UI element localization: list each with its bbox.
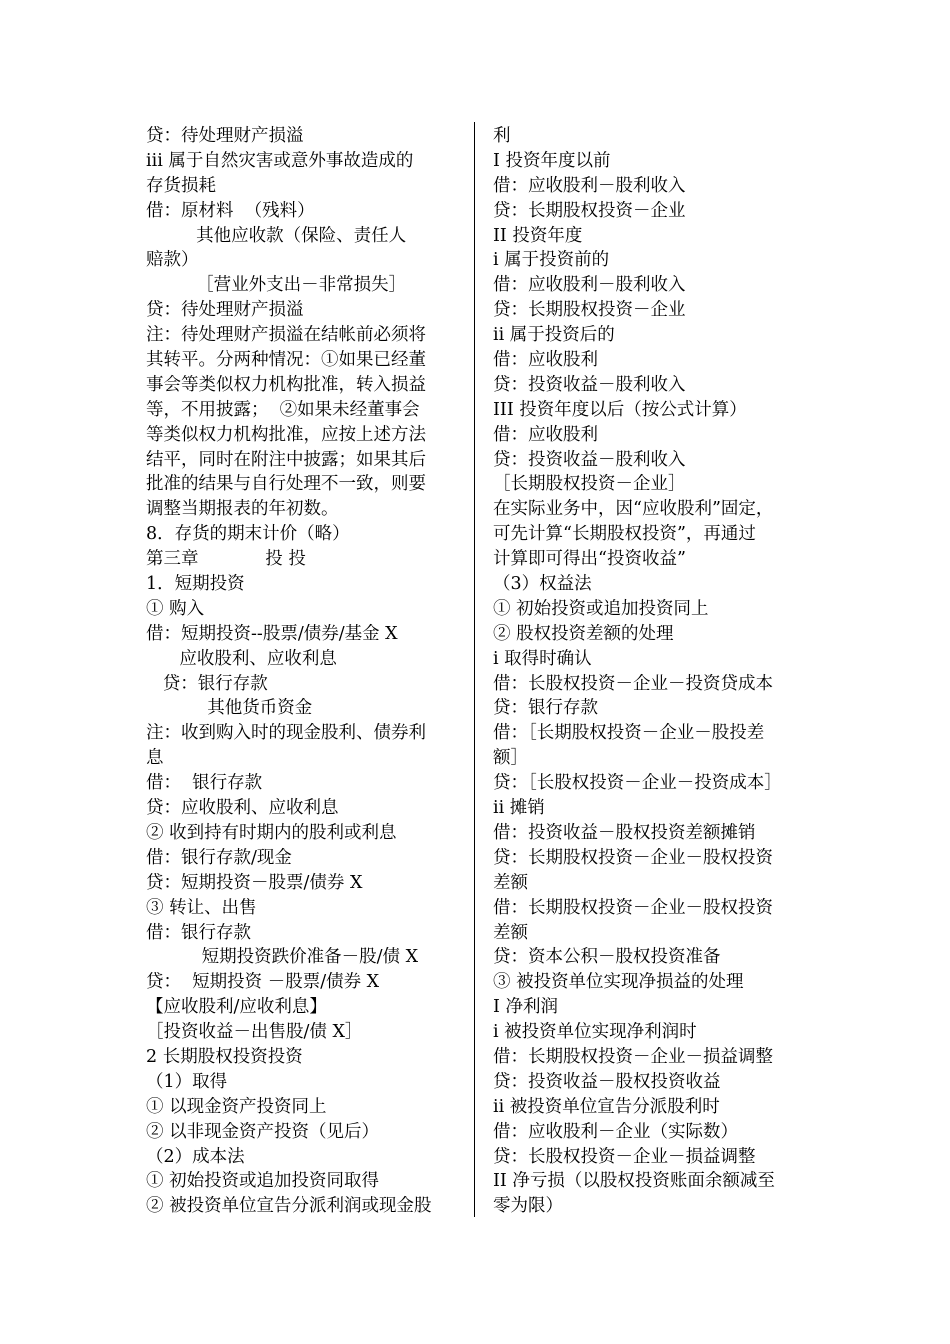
text-line: 借：［长期股权投资－企业－股投差: [493, 723, 765, 744]
text-line: ② 收到持有时期内的股利或利息: [146, 822, 397, 843]
text-line: ① 初始投资或追加投资同上: [493, 598, 709, 619]
text-line: 等，不用披露； ②如果未经董事会: [146, 399, 420, 420]
text-line: 等类似权力机构批准，应按上述方法: [146, 424, 426, 445]
text-line: III 投资年度以后（按公式计算）: [493, 399, 747, 420]
text-line: 短期投资跌价准备－股/债 X: [146, 947, 419, 968]
text-line: ① 初始投资或追加投资同取得: [146, 1171, 380, 1192]
text-line: （3）权益法: [493, 574, 592, 595]
text-line: 差额: [493, 922, 528, 943]
text-line: 借：应收股利: [493, 350, 598, 371]
text-line: 贷：长期股权投资－企业: [493, 200, 686, 221]
text-line: 其转平。分两种情况：①如果已经董: [146, 350, 426, 371]
text-line: ii 摊销: [493, 798, 545, 819]
text-line: i 取得时确认: [493, 648, 592, 669]
text-line: ② 以非现金资产投资（见后）: [146, 1121, 380, 1142]
text-line: 借：短期投资--股票/债券/基金 X: [146, 623, 398, 644]
text-line: 其他应收款（保险、责任人: [146, 225, 407, 246]
text-line: 其他货币资金: [146, 698, 313, 719]
text-line: 贷：长期股权投资－企业: [493, 300, 686, 321]
text-line: ② 被投资单位宣告分派利润或现金股: [146, 1196, 432, 1217]
text-line: 借：长期股权投资－企业－股权投资: [493, 897, 773, 918]
text-line: ［投资收益－出售股/债 X］: [146, 1022, 363, 1043]
text-line: 1．短期投资: [146, 574, 245, 595]
text-line: 应收股利、应收利息: [146, 648, 337, 669]
text-line: 借：应收股利－股利收入: [493, 175, 686, 196]
text-line: 贷：投资收益－股权投资收益: [493, 1071, 721, 1092]
text-line: 借：银行存款/现金: [146, 847, 292, 868]
text-line: 贷：待处理财产损溢: [146, 126, 304, 146]
text-line: 批准的结果与自行处理不一致，则要: [146, 474, 426, 495]
text-line: 事会等类似权力机构批准，转入损益: [146, 374, 426, 395]
text-line: 【应收股利/应收利息】: [146, 997, 327, 1018]
text-line: 借：应收股利: [493, 424, 598, 445]
text-line: 借： 银行存款: [146, 773, 263, 794]
text-line: 息: [146, 748, 164, 769]
text-line: iii 属于自然灾害或意外事故造成的: [146, 150, 414, 171]
text-line: ① 以现金资产投资同上: [146, 1096, 327, 1117]
text-line: ③ 被投资单位实现净损益的处理: [493, 972, 744, 993]
text-line: 可先计算“长期股权投资”，再通过: [493, 524, 756, 545]
text-line: 计算即可得出“投资收益”: [493, 549, 686, 570]
text-line: 调整当期报表的年初数。: [146, 499, 339, 520]
right-text-column: [493, 124, 813, 1219]
text-line: 贷： 短期投资 －股票/债券 X: [146, 972, 380, 993]
text-line: i 属于投资前的: [493, 250, 610, 271]
text-line: 2 长期股权投资投资: [146, 1046, 303, 1067]
text-line: （1）取得: [146, 1071, 228, 1092]
text-line: 注：待处理财产损溢在结帐前必须将: [146, 325, 426, 346]
text-line: 贷：银行存款: [146, 673, 268, 694]
text-line: 贷：资本公积－股权投资准备: [493, 947, 721, 968]
text-line: 存货损耗: [146, 175, 216, 196]
text-line: II 净亏损（以股权投资账面余额减至: [493, 1171, 775, 1192]
text-line: 赔款）: [146, 250, 199, 271]
text-line: 贷：长期股权投资－企业－股权投资: [493, 847, 773, 868]
left-text-column: [146, 124, 458, 1219]
text-line: ［营业外支出－非常损失］: [146, 275, 407, 296]
text-line: 贷：应收股利、应收利息: [146, 798, 339, 819]
text-line: 贷：［长股权投资－企业－投资成本］: [493, 773, 782, 794]
text-line: 额］: [493, 748, 528, 769]
text-line: ［长期股权投资－企业］: [493, 474, 686, 495]
text-line: 借：应收股利－企业（实际数）: [493, 1121, 738, 1142]
text-line: 零为限）: [493, 1196, 563, 1217]
text-line: 贷：银行存款: [493, 698, 598, 719]
text-line: 结平，同时在附注中披露；如果其后: [146, 449, 426, 470]
text-line: ii 被投资单位宣告分派股利时: [493, 1096, 720, 1117]
text-line: 利: [493, 126, 511, 146]
text-line: I 投资年度以前: [493, 150, 611, 171]
text-line: ② 股权投资差额的处理: [493, 623, 674, 644]
text-line: 借：长股权投资－企业－投资贷成本: [493, 673, 773, 694]
text-line: 借：银行存款: [146, 922, 251, 943]
text-line: 贷：投资收益－股利收入: [493, 449, 686, 470]
text-line: II 投资年度: [493, 225, 583, 246]
text-line: 借：应收股利－股利收入: [493, 275, 686, 296]
text-line: i 被投资单位实现净利润时: [493, 1022, 697, 1043]
text-line: ③ 转让、出售: [146, 897, 257, 918]
text-line: ii 属于投资后的: [493, 325, 615, 346]
text-line: I 净利润: [493, 997, 558, 1018]
text-line: 借：投资收益－股权投资差额摊销: [493, 822, 756, 843]
text-line: ① 购入: [146, 598, 205, 619]
text-line: 贷：待处理财产损溢: [146, 300, 304, 321]
text-line: 第三章 投 投: [146, 549, 306, 570]
text-line: 注：收到购入时的现金股利、债券利: [146, 723, 426, 744]
text-line: 8．存货的期末计价（略）: [146, 524, 350, 545]
column-divider: [474, 122, 475, 1217]
text-line: 借：原材料 （残料）: [146, 200, 315, 221]
text-line: 贷：短期投资－股票/债券 X: [146, 872, 363, 893]
text-line: 在实际业务中，因“应收股利”固定，: [493, 499, 774, 520]
text-line: （2）成本法: [146, 1146, 245, 1167]
text-line: 贷：投资收益－股利收入: [493, 374, 686, 395]
text-line: 差额: [493, 872, 528, 893]
text-line: 贷：长股权投资－企业－损益调整: [493, 1146, 756, 1167]
text-line: 借：长期股权投资－企业－损益调整: [493, 1046, 773, 1067]
